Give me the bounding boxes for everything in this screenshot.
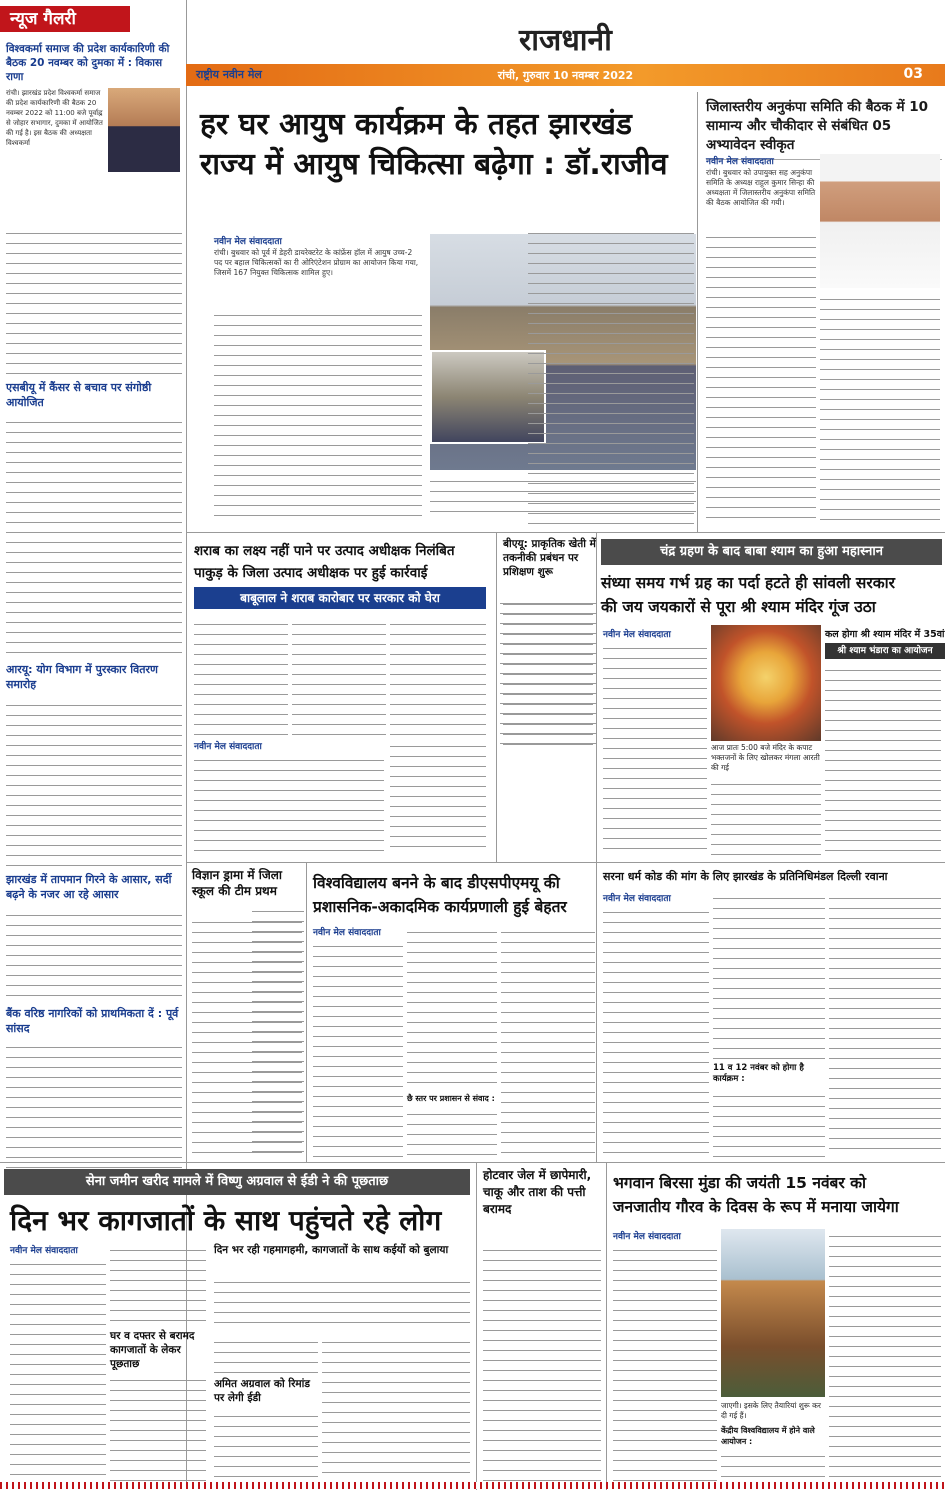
story-body-text <box>214 1275 470 1329</box>
color-registration-strip <box>0 1482 945 1489</box>
story-body-text <box>110 1243 206 1325</box>
headline[interactable]: होटवार जेल में छापेमारी, चाकू और ताश की पत्ती बरामद <box>483 1168 592 1216</box>
official-photo <box>820 154 940 288</box>
byline: नवीन मेल संवाददाता <box>603 894 671 904</box>
subhead: केंद्रीय विश्वविद्यालय में होने वाले आयोजन : <box>721 1426 815 1446</box>
masthead <box>186 0 945 92</box>
headline[interactable]: बीएयू: प्राकृतिक खेती में तकनीकी प्रबंधन पर प्रशिक्षण शुरू <box>503 538 596 578</box>
byline: नवीन मेल संवाददाता <box>706 157 774 167</box>
story-body-text <box>829 891 941 1157</box>
headline[interactable]: दिन भर कागजातों के साथ पहुंचते रहे लोग <box>10 1204 442 1237</box>
story-title[interactable]: बैंक वरिष्ठ नागरिकों को प्राथमिकता दें : पूर्व सांसद <box>6 1007 179 1035</box>
story-title[interactable]: एसबीयू में कैंसर से बचाव पर संगोष्ठी आयोजित <box>6 381 152 409</box>
story-banner: चंद्र ग्रहण के बाद बाबा श्याम का हुआ महास्नान <box>601 539 942 565</box>
byline: नवीन मेल संवाददाता <box>313 928 381 938</box>
story-body-text <box>706 230 816 522</box>
story-body-text <box>322 1335 470 1485</box>
story-body-text <box>721 1449 825 1483</box>
story-body-text <box>390 617 486 735</box>
subhead-banner: बाबूलाल ने शराब कारोबार पर सरकार को घेरा <box>194 587 486 609</box>
story-body-text <box>483 1243 601 1483</box>
story-body-text <box>194 617 288 735</box>
side-headline-banner[interactable]: श्री श्याम भंडारा का आयोजन <box>825 643 945 659</box>
headline[interactable]: सरना धर्म कोड की मांग के लिए झारखंड के प्रतिनिधिमंडल दिल्ली रवाना <box>603 870 888 883</box>
subhead: छै स्तर पर प्रशासन से संवाद : <box>407 1094 495 1103</box>
story-body-text <box>711 777 821 855</box>
side-headline[interactable]: कल होगा श्री श्याम मंदिर में 35वां <box>825 629 945 640</box>
sarna-story <box>596 862 945 1163</box>
temple-photo <box>711 625 821 741</box>
headline[interactable]: प्रशासनिक-अकादमिक कार्यप्रणाली हुई बेहतर <box>313 898 567 916</box>
story-body-text <box>603 905 709 1157</box>
shyam-story <box>596 532 945 863</box>
story-lead: रांची। बुधवार को उपायुक्त सह अनुकंपा समिति के अध्यक्ष राहुल कुमार सिन्हा की अध्यक्षता में जिलास्तरीय अनुकंपा समिति की बैठक आयोजित की गयी। <box>706 168 816 207</box>
subhead: घर व दफ्तर से बरामद कागजातों के लेकर पूछताछ <box>110 1330 195 1370</box>
photo-caption: आज प्रातः 5:00 बजे मंदिर के कपाट भक्तजनों के लिए खोलकर मंगला आरती की गई <box>711 743 820 772</box>
news-gallery-header: न्यूज गैलरी <box>0 6 130 32</box>
headline[interactable]: जिलास्तरीय अनुकंपा समिति की बैठक में 10 सामान्य और चौकीदार से संबंधित 05 अभ्यावेदन स्वीकृत <box>706 98 942 160</box>
story-body-text <box>6 226 182 376</box>
dateline: रांची, गुरुवार 10 नवम्बर 2022 <box>497 69 634 82</box>
story-lead: रांची। बुधवार को पूर्व में डेहरी डायरेक्टरेट के कांफ्रेंस हॉल में आयुष उच्च-2 पद पर बहाल चिकित्सकों का री ओरिएंटेशन प्रोग्राम का आयोजन किया गया, जिसमें 167 नियुक्त चिकित्सक शामिल हुए। <box>214 248 419 277</box>
story-body-text <box>613 1243 717 1483</box>
byline: नवीन मेल संवाददाता <box>10 1246 78 1256</box>
story-body-text <box>390 739 486 853</box>
headline[interactable]: हर घर आयुष कार्यक्रम के तहत झारखंड <box>200 107 632 142</box>
story-body-text <box>501 925 595 1157</box>
statue-photo <box>721 1229 825 1397</box>
kicker-banner: सेना जमीन खरीद मामले में विष्णु अग्रवाल से ईडी ने की पूछताछ <box>4 1169 470 1195</box>
headline[interactable]: विश्वविद्यालय बनने के बाद डीएसपीएमयू की <box>313 874 560 892</box>
story-body-text <box>500 596 596 746</box>
story-body-text <box>10 1257 106 1485</box>
byline: नवीन मेल संवाददाता <box>603 630 671 640</box>
liquor-story <box>186 532 496 863</box>
anukampa-story <box>697 92 945 532</box>
headline[interactable]: विज्ञान ड्रामा में जिला स्कूल की टीम प्रथम <box>192 868 283 898</box>
story-body-text <box>214 1335 318 1375</box>
story-body-text <box>194 753 384 853</box>
headline[interactable]: जनजातीय गौरव के दिवस के रूप में मनाया जायेगा <box>613 1198 899 1216</box>
ed-story <box>0 1162 476 1490</box>
headline[interactable]: शराब का लक्ष्य नहीं पाने पर उत्पाद अधीक्षक निलंबित <box>194 543 455 559</box>
story-title[interactable]: झारखंड में तापमान गिरने के आसार, सर्दी बढ़ने के नजर आ रहे आसार <box>6 873 172 901</box>
headline[interactable]: की जय जयकारों से पूरा श्री श्याम मंदिर गूंज उठा <box>601 598 876 616</box>
person-photo <box>108 88 180 172</box>
section-title: राजधानी <box>519 23 612 58</box>
photo-caption: जाएगी। इसके लिए तैयारियां शुरू कर दी गई हैं। <box>721 1401 821 1420</box>
headline[interactable]: संध्या समय गर्भ ग्रह का पर्दा हटते ही सांवली सरकार <box>601 574 896 592</box>
byline: नवीन मेल संवाददाता <box>613 1232 681 1242</box>
story-title[interactable]: आरयू: योग विभाग में पुरस्कार वितरण समारोह <box>6 663 158 691</box>
byline: नवीन मेल संवाददाता <box>214 237 282 247</box>
story-body-text <box>214 1409 318 1485</box>
byline: नवीन मेल संवाददाता <box>194 742 262 752</box>
story-body-text <box>110 1373 206 1485</box>
story-lead: रांची। झारखंड प्रदेश विश्वकर्मा समाज की प्रदेश कार्यकारिणी की बैठक 20 नवम्बर 2022 को 11:00 बजे पूर्वाह्न से जोहार सभागार, दुमका में आयोजित की गई है। इस बैठक की अध्यक्षता विश्वकर्मा <box>6 89 103 147</box>
story-body-text <box>6 1040 182 1170</box>
story-body-text <box>6 698 182 866</box>
story-body-text <box>407 1107 497 1157</box>
headline[interactable]: राज्य में आयुष चिकित्सा बढ़ेगा : डॉ.राजीव <box>200 147 668 182</box>
story-body-text <box>292 617 386 735</box>
story-body-text <box>820 292 940 522</box>
subhead: अमित अग्रवाल को रिमांड पर लेगी ईडी <box>214 1378 311 1404</box>
dspmu-story <box>306 862 599 1163</box>
story-body-text <box>6 415 182 655</box>
story-body-text <box>713 891 825 1061</box>
jail-story <box>476 1162 607 1490</box>
story-body-text <box>214 308 422 518</box>
story-body-text <box>825 663 941 855</box>
story-body-text <box>829 1229 941 1483</box>
headline[interactable]: पाकुड़ के जिला उत्पाद अधीक्षक पर हुई कार्रवाई <box>194 565 428 581</box>
story-body-text <box>6 908 182 1000</box>
story-title[interactable]: विश्वकर्मा समाज की प्रदेश कार्यकारिणी की बैठक 20 नवम्बर को दुमका में : विकास राणा <box>6 43 170 83</box>
page-number: 03 <box>903 66 923 82</box>
story-body-text <box>603 641 707 855</box>
story-body-text <box>713 1089 825 1157</box>
subhead: दिन भर रही गहमागहमी, कागजातों के साथ कईयों को बुलाया <box>214 1244 449 1256</box>
subhead: 11 व 12 नवंबर को होगा है कार्यक्रम : <box>713 1063 804 1084</box>
story-body-text <box>313 939 403 1157</box>
story-body-text <box>528 226 694 526</box>
headline[interactable]: भगवान बिरसा मुंडा की जयंती 15 नवंबर को <box>613 1174 867 1192</box>
story-body-text <box>252 904 304 1154</box>
story-body-text <box>407 925 497 1091</box>
birsa-story <box>606 1162 945 1490</box>
brand-logo: राष्ट्रीय नवीन मेल <box>196 68 262 81</box>
